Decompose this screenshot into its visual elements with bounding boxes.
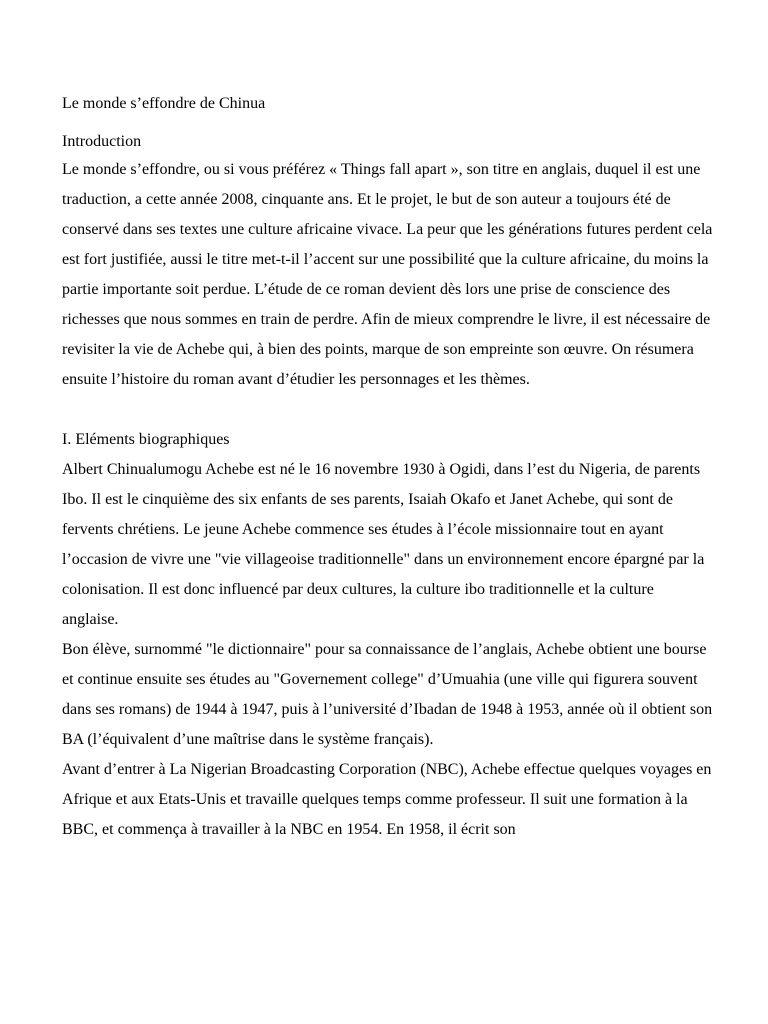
introduction-heading: Introduction: [62, 133, 142, 150]
section-spacer: [62, 395, 714, 425]
document-title: Le monde s’effondre de Chinua: [62, 95, 266, 112]
biography-heading: I. Eléments biographiques: [62, 431, 230, 448]
biography-paragraph-2: Bon élève, surnommé "le dictionnaire" pour sa connaissance de l’anglais, Achebe obtient une bourse et continue ensuite ses études au "Governement college" d’Umuahia (une ville qui figurera souvent dans ses romans) de 1944 à 1947, puis à l’université d’Ibadan de 1948 à 1953, année où il obtient son BA (l’équivalent d’une maîtrise dans le système français).: [62, 641, 713, 748]
biography-paragraph-3: Avant d’entrer à La Nigerian Broadcasting Corporation (NBC), Achebe effectue quelques voyages en Afrique et aux Etats-Unis et travaille quelques temps comme professeur. Il suit une formation à la BBC, et commença à travailler à la NBC en 1954. En 1958, il écrit son: [62, 761, 712, 838]
biography-paragraph-1: Albert Chinualumogu Achebe est né le 16 novembre 1930 à Ogidi, dans l’est du Nigeria, de parents Ibo. Il est le cinquième des six enfants de ses parents, Isaiah Okafo et Janet Achebe, qui sont de fervents chrétiens. Le jeune Achebe commence ses études à l’école missionnaire tout en ayant l’occasion de vivre une "vie villageoise traditionnelle" dans un environnement encore épargné par la colonisation. Il est donc influencé par deux cultures, la culture ibo traditionnelle et la culture anglaise.: [62, 461, 705, 628]
introduction-paragraph: Le monde s’effondre, ou si vous préférez « Things fall apart », son titre en anglais, duquel il est une traduction, a cette année 2008, cinquante ans. Et le projet, le but de son auteur a toujours été de conservé dans ses textes une culture africaine vivace. La peur que les générations futures perdent cela est fort justifiée, aussi le titre met-t-il l’accent sur une possibilité que la culture africaine, du moins la partie importante soit perdue. L’étude de ce roman devient dès lors une prise de conscience des richesses que nous sommes en train de perdre. Afin de mieux comprendre le livre, il est nécessaire de revisiter la vie de Achebe qui, à bien des points, marque de son empreinte son œuvre. On résumera ensuite l’histoire du roman avant d’étudier les personnages et les thèmes.: [62, 161, 713, 388]
document-page: [62, 92, 714, 845]
